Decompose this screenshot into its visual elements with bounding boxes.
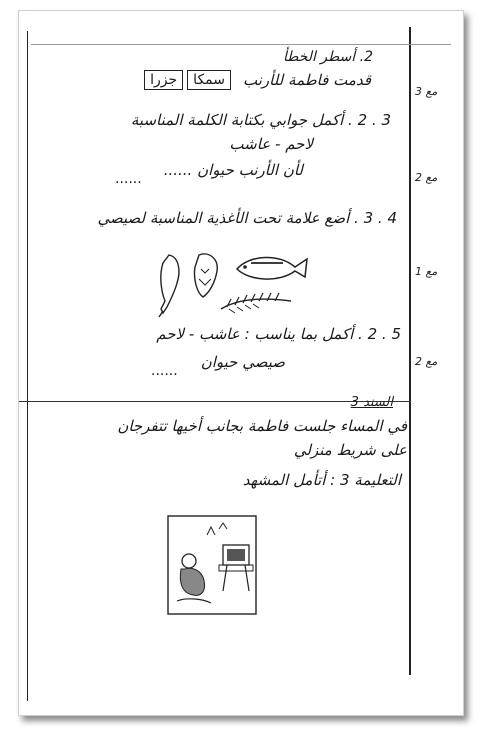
support-line-1: في المساء جلست فاطمة بجانب أخيها تتفرجان bbox=[117, 417, 407, 435]
instruction-line: التعليمة 3 : أتأمل المشهد bbox=[242, 471, 401, 489]
support-heading: السند 3 bbox=[350, 395, 393, 410]
answer-dots: ...... bbox=[163, 161, 193, 179]
q3-instruction: 3 . 2 . أكمل جوابي بكتابة الكلمة المناسبة bbox=[130, 111, 391, 129]
q3-sentence-text: لأن الأرنب حيوان bbox=[197, 161, 303, 179]
wheat-icon bbox=[217, 287, 295, 315]
option-box: جزرا bbox=[144, 70, 183, 90]
q3-word-choices: لاحم - عاشب bbox=[229, 135, 313, 153]
margin-note: مع 2 bbox=[415, 171, 438, 184]
section-title: 2. أسطر الخطأ bbox=[282, 49, 373, 65]
q5-instruction: 5 . 2 . أكمل بما يناسب : عاشب - لاحم bbox=[156, 325, 401, 343]
fish-icon bbox=[231, 251, 311, 285]
margin-note: مع 2 bbox=[415, 355, 438, 368]
q2-text: قدمت فاطمة للأرنب bbox=[243, 71, 371, 89]
margin-note: مع 1 bbox=[415, 265, 438, 278]
top-rule bbox=[31, 44, 451, 45]
answer-dots-left: ...... bbox=[115, 171, 142, 187]
q5-sentence: صيصي حيوان bbox=[200, 353, 285, 371]
answer-dots: ...... bbox=[151, 363, 178, 379]
left-border-line bbox=[27, 31, 28, 701]
worksheet-page bbox=[18, 10, 464, 716]
margin-divider bbox=[409, 27, 411, 675]
option-box: سمكا bbox=[187, 70, 231, 90]
q2-options bbox=[140, 69, 231, 90]
q4-instruction: 4 . 3 . أضع علامة تحت الأغذية المناسبة لصيصي bbox=[97, 209, 397, 227]
q3-sentence bbox=[164, 161, 303, 179]
margin-note: مع 3 bbox=[415, 85, 438, 98]
tv-scene-illustration bbox=[167, 515, 257, 615]
support-line-2: على شريط منزلي bbox=[293, 441, 407, 459]
